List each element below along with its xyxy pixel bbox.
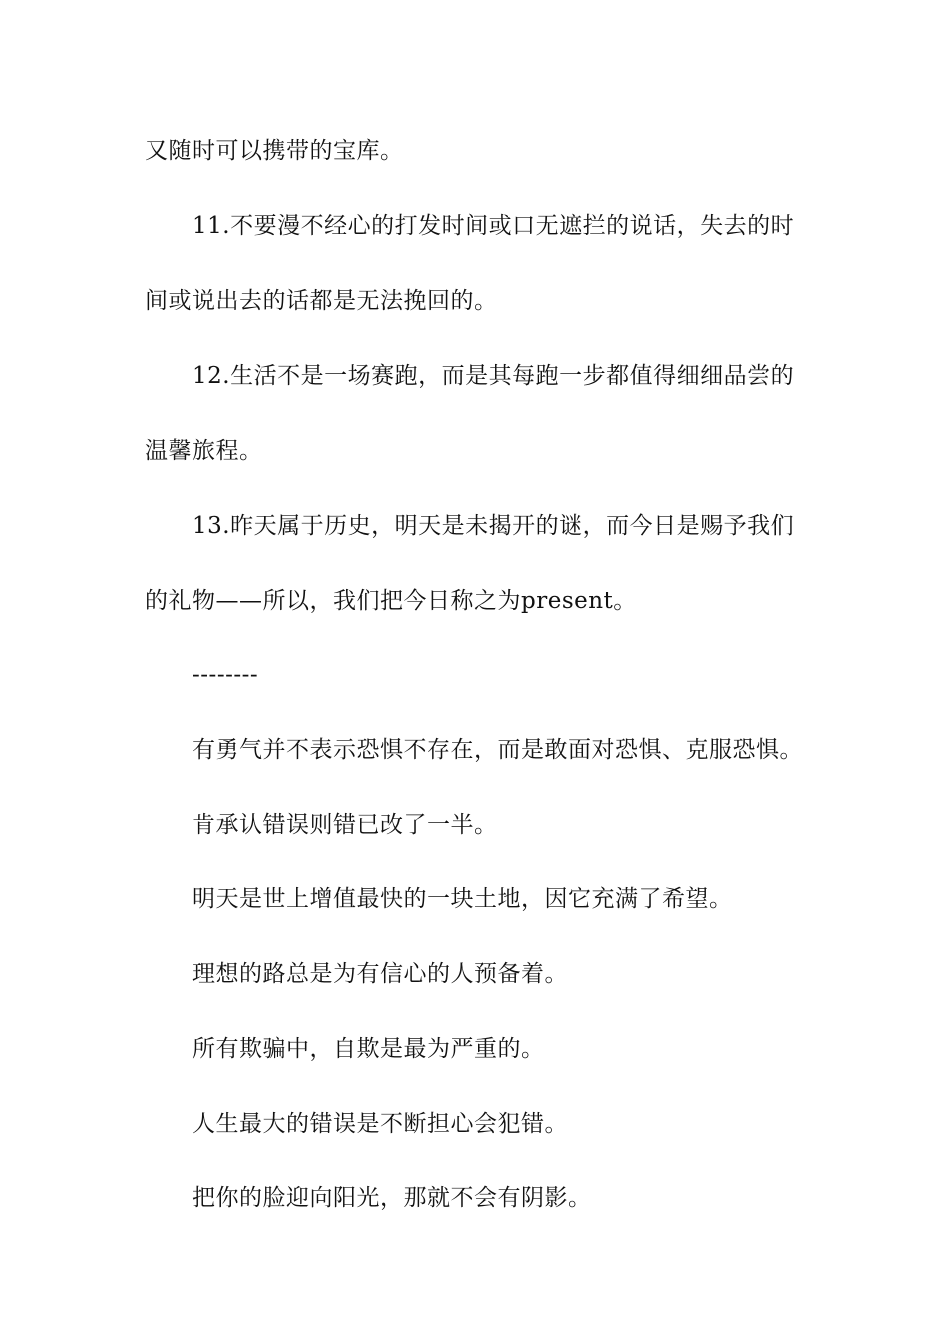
text-line: 温馨旅程。 — [145, 438, 263, 464]
text-line: 12.生活不是一场赛跑，而是其每跑一步都值得细细品尝的 — [192, 363, 795, 389]
text-line: 把你的脸迎向阳光，那就不会有阴影。 — [192, 1185, 592, 1211]
text-line: 明天是世上增值最快的一块土地，因它充满了希望。 — [192, 886, 733, 912]
text-line: 又随时可以携带的宝库。 — [145, 138, 404, 164]
text-line: 11.不要漫不经心的打发时间或口无遮拦的说话，失去的时 — [192, 213, 795, 239]
text-line: 所有欺骗中，自欺是最为严重的。 — [192, 1036, 545, 1062]
text-line: 有勇气并不表示恐惧不存在，而是敢面对恐惧、克服恐惧。 — [192, 737, 803, 763]
text-line: 13.昨天属于历史，明天是未揭开的谜，而今日是赐予我们 — [192, 513, 795, 539]
text-line: 人生最大的错误是不断担心会犯错。 — [192, 1111, 568, 1137]
text-line: 理想的路总是为有信心的人预备着。 — [192, 961, 568, 987]
text-line: 的礼物——所以，我们把今日称之为present。 — [145, 588, 637, 614]
text-line: 肯承认错误则错已改了一半。 — [192, 812, 498, 838]
text-line: 间或说出去的话都是无法挽回的。 — [145, 288, 498, 314]
separator-line: -------- — [192, 662, 259, 688]
